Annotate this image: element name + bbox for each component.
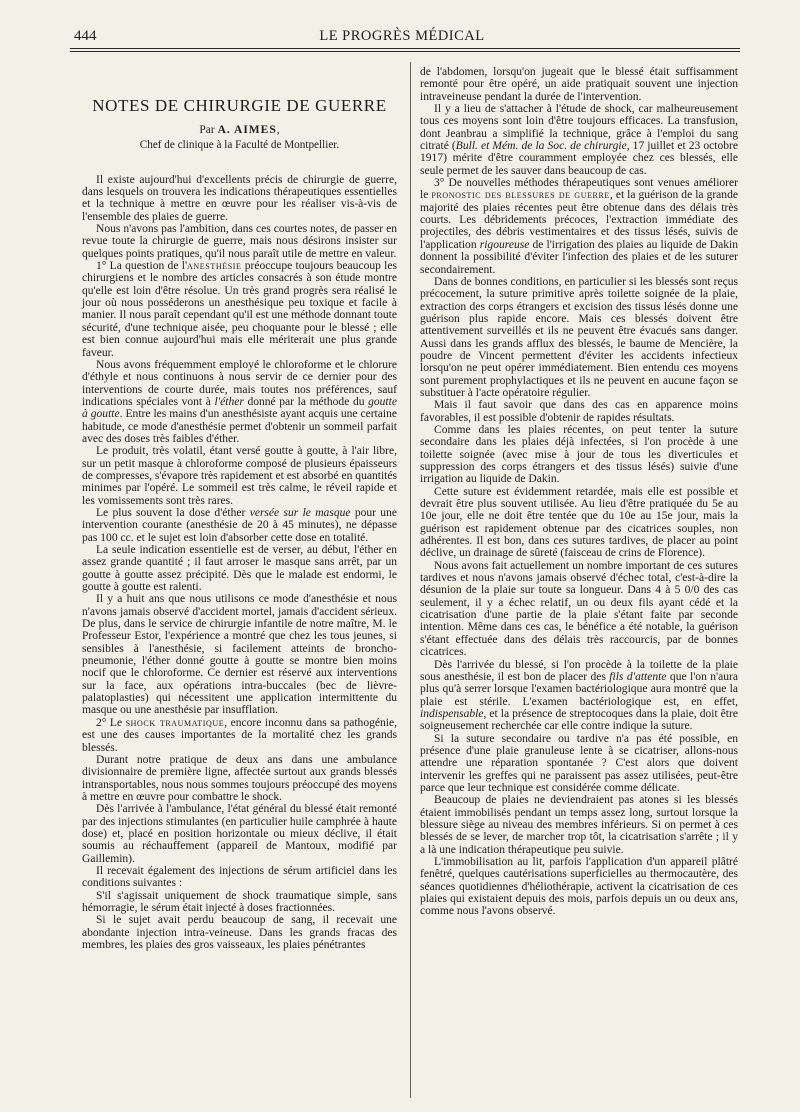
right-column (420, 66, 738, 918)
paragraph: Dès l'arrivée du blessé, si l'on procède à la toilette de la plaie sous anesthésie, il est bon de placer des fils d'attente que l'on n'aura plus qu'à serrer lorsque l'examen bactériologique aura montré que la plaie est stérile. L'examen bactériologique est, en effet, indispensable, et la présence de streptocoques dans la plaie, doit être soigneusement recherchée car elle contre indique la suture. (420, 658, 738, 733)
paragraph: Si la suture secondaire ou tardive n'a pas été possible, en présence d'une plaie granuleuse lente à se cicatriser, allons-nous attendre une réparation spontanée ? C'est alors que doivent intervenir les greffes qui ne paraissent pas assez utilisées, peut-être parce que leur technique est considérée comme délicate. (420, 732, 738, 794)
paragraph: Dans de bonnes conditions, en particulier si les blessés sont reçus précocement, la suture primitive après toilette soignée de la plaie, extraction des corps étrangers et excision des tissus lésés donne une guérison plus rapide encore. Mais ces blessés doivent être attentivement surveillés et ils ne peuvent être évacués sans danger. Aussi dans les grands afflux des blessés, le baume de Mencière, la poudre de Vincent permettent d'éviter les accidents infectieux lorsqu'on ne peut opérer immédiatement. Bien entendu ces moyens sont purement prophylactiques et ils ne peuvent en aucune façon se substituer à l'acte opératoire régulier. (420, 275, 738, 399)
paragraph: Le produit, très volatil, étant versé goutte à goutte, à l'air libre, sur un petit masque à chloroforme composé de plusieurs épaisseurs de compresses, s'évapore très rapidement et est absorbé en quantités minimes par l'opéré. Le sommeil est très calme, le réveil rapide et les vomissements sont très rares. (82, 445, 397, 507)
author-affiliation: Chef de clinique à la Faculté de Montpellier. (139, 139, 340, 152)
paragraph: Le plus souvent la dose d'éther versée sur le masque pour une intervention courante (anesthésie de 20 à 45 minutes), ne dépasse pas 100 cc. et le sujet est loin d'absorber cette dose en totalité. (82, 506, 397, 544)
paragraph: Mais il faut savoir que dans des cas en apparence moins favorables, il est possible d'obtenir de rapides résultats. (420, 399, 738, 424)
paragraph: Cette suture est évidemment retardée, mais elle est possible et devrait être plus souvent utilisée. Au lieu d'être pratiquée du 5e au 10e jour, elle ne doit être tentée que du 10e au 15e jour, mais la guérison est rapidement obtenue par des cicatrices souples, non adhérentes. Il est bon, dans ces sutures tardives, de placer au point déclive, un drainage de sûreté (faisceau de crins de Florence). (420, 485, 738, 560)
journal-title: LE PROGRÈS MÉDICAL (319, 28, 485, 44)
byline (82, 124, 397, 136)
paragraph: 2° Le shock traumatique, encore inconnu dans sa pathogénie, est une des causes importantes de la mortalité chez les grands blessés. (82, 716, 397, 754)
section-keyword: shock traumatique (125, 716, 225, 729)
header-rule (70, 48, 740, 49)
column-divider (410, 62, 411, 1098)
paragraph: Nous n'avons pas l'ambition, dans ces courtes notes, de passer en revue toute la chirurgie de guerre, mais nous désirons insister sur quelques points pratiques, qu'il nous paraît utile de mettre en valeur. (82, 223, 397, 260)
paragraph: Il y a lieu de s'attacher à l'étude de shock, car malheureusement tous ces moyens sont loin d'être toujours efficaces. La transfusion, dont Jeanbrau a simplifié la technique, grâce à l'emploi du sang citraté (Bull. et Mém. de la Soc. de chirurgie, 17 juillet et 23 octobre 1917) mérite d'être couramment employée chez ces blessés, elle seule permet de les sauver dans beaucoup de cas. (420, 103, 739, 177)
page-number: 444 (74, 28, 97, 44)
header-rule-thin (70, 51, 740, 52)
paragraph: 3° De nouvelles méthodes thérapeutiques sont venues améliorer le pronostic des blessures de guerre, et la guérison de la grande majorité des plaies récentes peut être obtenue dans des délais très courts. Les débridements précoces, l'extraction immédiate des projectiles, des débris vestimentaires et des tissus lésés, suivis de l'application rigoureuse de l'irrigation des plaies au liquide de Dakin donnent la possibilité d'éviter l'infection des plaies et de les suturer secondairement. (420, 177, 738, 276)
paragraph: L'immobilisation au lit, parfois l'application d'un appareil plâtré fenêtré, quelques cautérisations superficielles au thermocautère, des séances quotidiennes d'héliothérapie, activent la cicatrisation de ces plaies qui existaient depuis des mois, parfois depuis un ou deux ans, comme nous l'avons observé. (420, 856, 738, 918)
paragraph: S'il s'agissait uniquement de shock traumatique simple, sans hémorragie, le sérum était injecté à doses fractionnées. (82, 889, 397, 914)
paragraph: Beaucoup de plaies ne deviendraient pas atones si les blessés étaient immobilisés pendant un temps assez long, surtout lorsque la blessure siège au niveau des membres inférieurs. Si on permet à ces blessés de se lever, de marcher trop tôt, la cicatrisation s'arrête ; il y a là une indication thérapeutique peu suivie. (420, 794, 738, 856)
paragraph: de l'abdomen, lorsqu'on jugeait que le blessé était suffisamment remonté pour être opéré, un aide pratiquait souvent une injection intraveineuse pendant la durée de l'intervention. (420, 66, 738, 103)
paragraph: Durant notre pratique de deux ans dans une ambulance divisionnaire de première ligne, affectée surtout aux grands blessés intransportables, nous nous sommes toujours préoccupé des moyens à mettre en œuvre pour combattre le shock. (82, 753, 397, 803)
byline-suffix: , (276, 124, 280, 136)
paragraph: Comme dans les plaies récentes, on peut tenter la suture secondaire dans les plaies déjà infectées, si l'on procède à une toilette soignée (avec mise à jour de tous les diverticules et suppression des corps étrangers et des tissus lésés) suivie d'une irrigation au liquide de Dakin. (420, 423, 738, 486)
section-keyword: anesthésie (187, 260, 242, 273)
paragraph: 1° La question de l'anesthésie préoccupe toujours beaucoup les chirurgiens et le nombre des articles consacrés à son étude montre qu'elle est loin d'être résolue. Un très grand progrès sera réalisé le jour où nous posséderons un anesthésique peu toxique et facile à manier. Il nous paraît cependant qu'il est une méthode donnant toute sécurité, d'une technique aisée, peu choquante pour le blessé ; elle est bien connue aujourd'hui mais elle mériterait une plus grande faveur. (82, 260, 398, 359)
paragraph: La seule indication essentielle est de verser, au début, l'éther en assez grande quantité ; il faut arroser le masque sans arrêt, par un goutte à goutte assez précipité. Dès que le malade est endormi, le goutte à goutte est ralenti. (82, 544, 397, 594)
left-column (82, 62, 397, 951)
paragraph: Si le sujet avait perdu beaucoup de sang, il recevait une abondante injection intra-veineuse. Dans les grands fracas des membres, les plaies des gros vaisseaux, les plaies pénétrantes (82, 914, 397, 951)
article-title: NOTES DE CHIRURGIE DE GUERRE (92, 96, 387, 115)
paragraph: Nous avons fréquemment employé le chloroforme et le chlorure d'éthyle et nous continuons à nous servir de ce dernier pour des interventions de courte durée, mais toutes nos préférences, sauf indications spéciales vont à l'éther donné par la méthode du goutte à goutte. Entre les mains d'un anesthésiste ayant acquis une certaine habitude, ce mode d'anesthésie permet d'obtenir un sommeil parfait avec des doses très faibles d'éther. (82, 358, 397, 445)
running-header (60, 26, 744, 48)
paragraph: Nous avons fait actuellement un nombre important de ces sutures tardives et nous n'avons jamais observé d'échec total, c'est-à-dire la désunion de la plaie sur toute sa longueur. Dans 4 à 5 0/0 des cas seulement, il y a échec relatif, un ou deux fils ayant cédé et la cicatrisation d'une partie de la plaie s'étant faite par seconde intention. Même dans ces cas, le bénéfice a été notable, la guérison s'étant effectuée dans des délais très raccourcis, par de bonnes cicatrices. (420, 559, 738, 659)
section-keyword: pronostic des blessures de guerre (431, 189, 610, 202)
paragraph: Dès l'arrivée à l'ambulance, l'état général du blessé était remonté par des injections stimulantes (en particulier huile camphrée à haute dose) et, placé en position horizontale ou mieux déclive, il était soumis au réchauffement (appareil de Mantoux, modifié par Gaillemin). (82, 803, 397, 865)
paragraph: Il existe aujourd'hui d'excellents précis de chirurgie de guerre, dans lesquels on trouvera les indications thérapeutiques essentielles et la technique à mettre en œuvre pour les réaliser vis-à-vis de l'ensemble des plaies de guerre. (82, 173, 397, 223)
author-name: A. AIMES (217, 124, 277, 136)
byline-prefix: Par (199, 124, 218, 136)
paragraph: Il y a huit ans que nous utilisons ce mode d'anesthésie et nous n'avons jamais observé d'accident mortel, jamais d'accident sérieux. De plus, dans le service de chirurgie infantile de notre maître, M. le Professeur Estor, l'expérience a montré que chez les tous jeunes, si sensibles à l'anesthésie, si facilement atteints de broncho-pneumonie, l'éther donné goutte à goutte se montre bien moins nocif que le chloroforme. Ce dernier est réservé aux interventions sur la face, aux opérations intra-buccales (bec de lièvre-palatoplasties) qui nécessitent une application intermittente du masque ou une anesthésie par insufflation. (82, 593, 397, 717)
paragraph: Il recevait également des injections de sérum artificiel dans les conditions suivantes : (82, 864, 397, 890)
